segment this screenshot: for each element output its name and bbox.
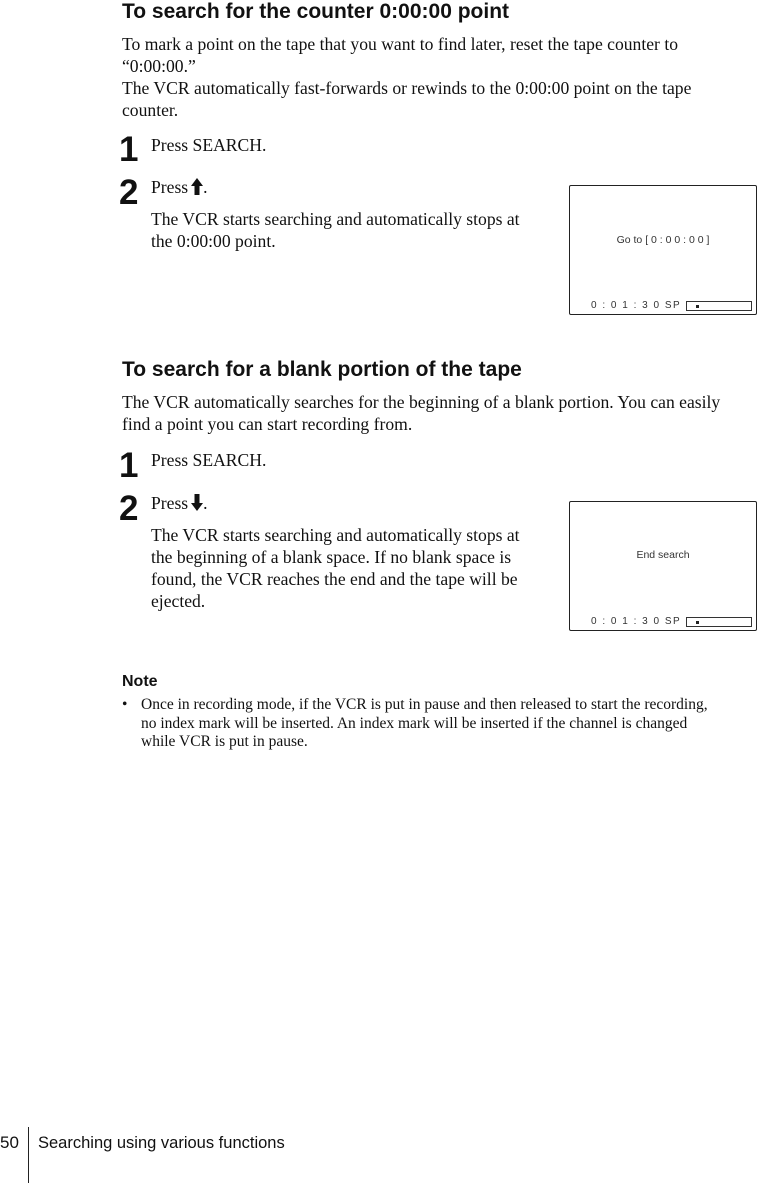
screen-message: Go to [ 0 : 0 0 : 0 0 ] — [616, 234, 710, 246]
step-number: 2 — [119, 489, 139, 528]
section-intro-blank-search — [122, 391, 758, 435]
desc-line: The VCR starts searching and automatically stops at — [151, 209, 520, 229]
desc-line: ejected. — [151, 591, 206, 611]
screen-counter: 0 : 0 1 : 3 0 SP — [591, 300, 682, 311]
step-number: 1 — [119, 130, 139, 169]
note-line: while VCR is put in pause. — [141, 733, 308, 750]
step-description — [151, 208, 551, 252]
note-title: Note — [122, 673, 158, 690]
down-arrow-icon — [191, 494, 203, 516]
press-period: . — [203, 493, 208, 513]
tape-position-marker — [696, 621, 699, 624]
page-number: 50 — [0, 1133, 19, 1152]
section-intro-counter-search — [122, 33, 758, 121]
desc-line: the beginning of a blank space. If no blank space is — [151, 547, 512, 567]
intro-line: counter. — [122, 100, 179, 120]
step-text: Press SEARCH. — [151, 135, 267, 155]
note-line: no index mark will be inserted. An index mark will be inserted if the channel is changed — [141, 714, 688, 732]
intro-line: To mark a point on the tape that you want to find later, reset the tape counter to — [122, 34, 678, 54]
step-number: 2 — [119, 173, 139, 212]
note-text — [141, 696, 758, 752]
press-label: Press — [151, 493, 189, 513]
step-number: 1 — [119, 446, 139, 485]
intro-line: The VCR automatically searches for the beginning of a blank portion. You can easily — [122, 392, 721, 412]
tape-position-marker — [696, 305, 699, 308]
note-bullet: • — [122, 696, 128, 713]
note-line: Once in recording mode, if the VCR is put in pause and then released to start the recording, — [141, 696, 708, 713]
screen-counter: 0 : 0 1 : 3 0 SP — [591, 616, 682, 627]
screen-message: End search — [636, 549, 690, 561]
step-description — [151, 524, 551, 612]
up-arrow-icon — [191, 178, 203, 200]
step-press-line — [151, 176, 208, 200]
step-press-line — [151, 492, 208, 516]
intro-line: The VCR automatically fast-forwards or rewinds to the 0:00:00 point on the tape — [122, 78, 692, 98]
press-label: Press — [151, 177, 189, 197]
footer-divider — [28, 1127, 29, 1183]
intro-line: find a point you can start recording from. — [122, 414, 413, 434]
intro-line: “0:00:00.” — [122, 56, 196, 76]
tape-position-bar — [686, 617, 752, 627]
section-heading-blank-search: To search for a blank portion of the tape — [122, 358, 522, 381]
press-period: . — [203, 177, 208, 197]
desc-line: The VCR starts searching and automatically stops at — [151, 525, 520, 545]
desc-line: the 0:00:00 point. — [151, 231, 276, 251]
desc-line: found, the VCR reaches the end and the tape will be — [151, 569, 518, 589]
tape-position-bar — [686, 301, 752, 311]
step-text: Press SEARCH. — [151, 450, 267, 470]
vcr-screen-end-search — [569, 501, 757, 631]
vcr-screen-goto — [569, 185, 757, 315]
footer-section-title: Searching using various functions — [38, 1134, 285, 1152]
section-heading-counter-search: To search for the counter 0:00:00 point — [122, 0, 510, 23]
